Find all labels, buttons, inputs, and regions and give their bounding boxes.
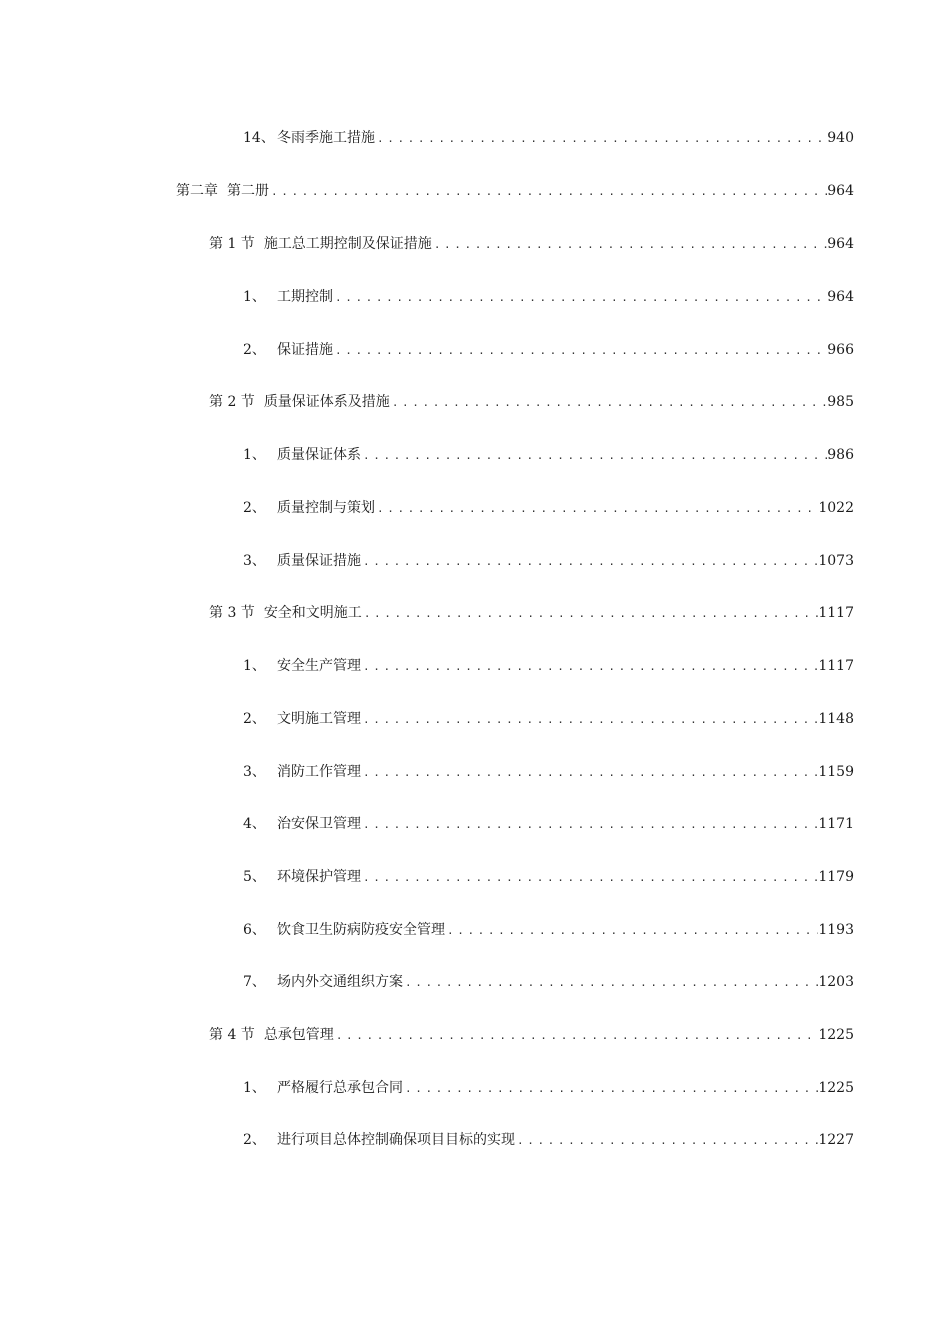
toc-entry-page: 986	[827, 447, 854, 463]
toc-entry-title: 安全生产管理	[277, 658, 361, 674]
toc-dot-leader	[333, 339, 827, 362]
toc-entry-title: 质量控制与策划	[277, 500, 375, 516]
toc-entry-number: 第 1 节	[209, 236, 255, 252]
toc-entry-page: 1203	[818, 974, 854, 990]
toc-entry[interactable]	[243, 654, 854, 678]
toc-entry[interactable]	[243, 443, 854, 467]
toc-entry-title: 文明施工管理	[277, 711, 361, 727]
toc-dot-leader	[432, 233, 827, 256]
toc-entry-number: 2、	[243, 342, 266, 358]
toc-entry-page: 1225	[818, 1080, 854, 1096]
toc-entry-number: 7、	[243, 974, 266, 990]
toc-entry[interactable]	[243, 549, 854, 573]
toc-entry-page: 1117	[818, 658, 854, 674]
toc-entry-title: 第二册	[227, 183, 269, 199]
toc-dot-leader	[362, 602, 819, 625]
toc-entry-title: 场内外交通组织方案	[277, 974, 403, 990]
toc-entry-title: 安全和文明施工	[263, 605, 362, 621]
toc-dot-leader	[333, 286, 827, 309]
toc-entry[interactable]	[243, 496, 854, 520]
toc-entry-title: 严格履行总承包合同	[277, 1080, 403, 1096]
toc-entry-page: 1148	[818, 711, 854, 727]
toc-entry-number: 3、	[243, 553, 266, 569]
toc-dot-leader	[403, 1077, 818, 1100]
toc-entry-number: 1、	[243, 658, 266, 674]
toc-entry[interactable]	[243, 126, 854, 150]
toc-dot-leader	[269, 180, 827, 203]
toc-entry-title: 环境保护管理	[277, 869, 361, 885]
toc-entry-number: 2、	[243, 711, 266, 727]
toc-entry-page: 1073	[818, 553, 854, 569]
toc-entry-number: 第二章	[176, 183, 218, 199]
toc-entry-page: 1117	[818, 605, 854, 621]
toc-dot-leader	[361, 813, 818, 836]
toc-entry[interactable]	[243, 285, 854, 309]
toc-entry[interactable]	[243, 812, 854, 836]
toc-entry-page: 1171	[818, 816, 854, 832]
toc-entry-page: 985	[827, 394, 854, 410]
toc-entry-number: 5、	[243, 869, 266, 885]
toc-entry-chapter[interactable]	[176, 179, 854, 203]
toc-dot-leader	[403, 971, 818, 994]
toc-entry-number: 1、	[243, 447, 266, 463]
toc-entry-page: 1193	[818, 922, 854, 938]
toc-dot-leader	[361, 655, 818, 678]
toc-dot-leader	[361, 550, 818, 573]
toc-entry-title: 质量保证体系	[277, 447, 361, 463]
toc-entry-title: 质量保证措施	[277, 553, 361, 569]
toc-entry-number: 第 4 节	[209, 1027, 255, 1043]
toc-entry-section[interactable]	[209, 232, 854, 256]
toc-entry-page: 1022	[818, 500, 854, 516]
toc-entry-number: 2、	[243, 1132, 266, 1148]
toc-entry-number: 2、	[243, 500, 266, 516]
toc-entry-number: 6、	[243, 922, 266, 938]
toc-entry-title: 治安保卫管理	[277, 816, 361, 832]
toc-entry-number: 第 3 节	[209, 605, 255, 621]
toc-entry-section[interactable]	[209, 601, 854, 625]
toc-entry-page: 964	[827, 236, 854, 252]
toc-entry-number: 1、	[243, 1080, 266, 1096]
toc-entry-title: 工期控制	[277, 289, 333, 305]
toc-entry-title: 消防工作管理	[277, 764, 361, 780]
toc-dot-leader	[445, 919, 818, 942]
toc-dot-leader	[334, 1024, 819, 1047]
toc-entry[interactable]	[243, 707, 854, 731]
toc-entry-title: 施工总工期控制及保证措施	[263, 236, 432, 252]
toc-dot-leader	[390, 391, 827, 414]
toc-entry[interactable]	[243, 1076, 854, 1100]
toc-entry[interactable]	[243, 338, 854, 362]
toc-dot-leader	[375, 497, 818, 520]
toc-dot-leader	[375, 127, 827, 150]
toc-entry-number: 1、	[243, 289, 266, 305]
toc-entry-page: 1225	[818, 1027, 854, 1043]
toc-entry[interactable]	[243, 865, 854, 889]
toc-entry-page: 964	[827, 183, 854, 199]
toc-entry-page: 964	[827, 289, 854, 305]
toc-dot-leader	[361, 444, 827, 467]
toc-entry-section[interactable]	[209, 1023, 854, 1047]
toc-entry-number: 3、	[243, 764, 266, 780]
toc-dot-leader	[361, 708, 818, 731]
toc-entry-title: 保证措施	[277, 342, 333, 358]
toc-entry[interactable]	[243, 1128, 854, 1152]
toc-entry-page: 940	[827, 130, 854, 146]
toc-entry-number: 第 2 节	[209, 394, 255, 410]
toc-entry-title: 总承包管理	[263, 1027, 334, 1043]
toc-entry-number: 4、	[243, 816, 266, 832]
toc-entry-page: 1179	[818, 869, 854, 885]
toc-entry-title: 进行项目总体控制确保项目目标的实现	[277, 1132, 515, 1148]
toc-entry[interactable]	[243, 918, 854, 942]
toc-entry-page: 966	[827, 342, 854, 358]
toc-entry-title: 质量保证体系及措施	[263, 394, 390, 410]
toc-entry[interactable]	[243, 970, 854, 994]
toc-dot-leader	[361, 866, 818, 889]
toc-entry-title: 冬雨季施工措施	[277, 130, 375, 146]
toc-dot-leader	[515, 1129, 818, 1152]
toc-entry-number: 14、	[243, 130, 275, 146]
toc-dot-leader	[361, 761, 818, 784]
toc-entry-page: 1159	[818, 764, 854, 780]
toc-entry-section[interactable]	[209, 390, 854, 414]
toc-entry[interactable]	[243, 760, 854, 784]
toc-entry-title: 饮食卫生防病防疫安全管理	[277, 922, 445, 938]
toc-entry-page: 1227	[818, 1132, 854, 1148]
